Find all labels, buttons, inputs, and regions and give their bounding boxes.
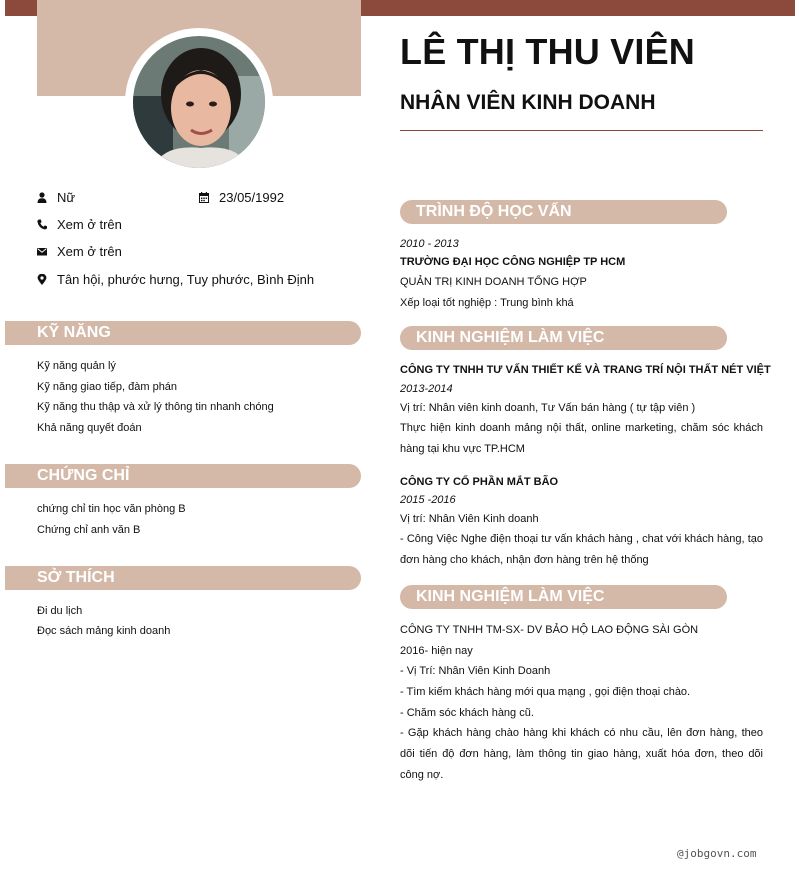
education-school: TRƯỜNG ĐẠI HỌC CÔNG NGHIỆP TP HCM (400, 256, 626, 268)
person-icon (37, 192, 47, 203)
experience-heading: KINH NGHIỆM LÀM VIỆC (400, 326, 727, 350)
job-period: 2013-2014 (400, 383, 453, 395)
skill-item: Kỹ năng quản lý (37, 360, 116, 372)
job-position: Vị trí: Nhân Viên Kinh doanh (400, 513, 539, 525)
avatar-photo (133, 36, 265, 168)
birth-date-info (199, 190, 284, 205)
job-detail-line: - Gặp khách hàng chào hàng khi khách có nhu cầu, lên đơn hàng, theo dõi tiến độ đơn hàng, làm thông tin giao hàng, xuất hóa đơn, theo dõi công nợ. (400, 727, 763, 781)
certificates-heading: CHỨNG CHỈ (5, 464, 361, 488)
avatar (125, 28, 273, 176)
address-value: Tân hội, phước hưng, Tuy phước, Bình Định (57, 272, 315, 287)
job-company: CÔNG TY TNHH TƯ VẤN THIẾT KẾ VÀ TRANG TRÍ NỘI THẤT NÉT VIỆT (400, 364, 771, 376)
hobbies-heading: SỞ THÍCH (5, 566, 361, 590)
job-description: Thực hiện kinh doanh mảng nội thất, online marketing, chăm sóc khách hàng tại khu vực TP.HCM (400, 422, 763, 455)
job-company: CÔNG TY TNHH TM-SX- DV BẢO HỘ LAO ĐỘNG SÀI GÒN (400, 624, 699, 636)
job-description: - Công Việc Nghe điện thoại tư vấn khách hàng , chat với khách hàng, tạo đơn hàng cho khách, nhận đơn hàng trên hệ thống (400, 533, 763, 566)
job-period: 2016- hiện nay (400, 645, 473, 657)
email-info (37, 244, 122, 259)
watermark: @jobgovn.com (677, 847, 757, 860)
education-grade: Xếp loại tốt nghiệp : Trung bình khá (400, 297, 574, 309)
skill-item: Kỹ năng giao tiếp, đàm phán (37, 381, 178, 393)
job-position: Vị trí: Nhân viên kinh doanh, Tư Vấn bán hàng ( tự tập viên ) (400, 402, 696, 414)
hobby-item: Đi du lịch (37, 605, 83, 617)
envelope-icon (37, 246, 47, 257)
education-major: QUẢN TRỊ KINH DOANH TỔNG HỢP (400, 276, 587, 288)
phone-icon (37, 219, 47, 230)
education-heading: TRÌNH ĐỘ HỌC VẤN (400, 200, 727, 224)
job-company: CÔNG TY CỔ PHẦN MẮT BÃO (400, 476, 559, 488)
phone-info (37, 217, 122, 232)
email-value: Xem ở trên (57, 244, 122, 259)
certificate-item: chứng chỉ tin học văn phòng B (37, 503, 186, 515)
experience-heading-2: KINH NGHIỆM LÀM VIỆC (400, 585, 727, 609)
title-divider (400, 130, 763, 131)
job-title: NHÂN VIÊN KINH DOANH (400, 91, 656, 114)
certificate-item: Chứng chỉ anh văn B (37, 524, 141, 536)
calendar-icon (199, 192, 209, 203)
skill-item: Kỹ năng thu thập và xử lý thông tin nhanh chóng (37, 401, 274, 413)
education-period: 2010 - 2013 (400, 238, 459, 250)
birth-date-value: 23/05/1992 (219, 190, 285, 205)
address-info (37, 272, 314, 287)
skills-heading: KỸ NĂNG (5, 321, 361, 345)
job-detail-line: - Tìm kiếm khách hàng mới qua mạng , gọi điện thoại chào. (400, 686, 691, 698)
job-detail-line: - Chăm sóc khách hàng cũ. (400, 707, 534, 719)
map-pin-icon (37, 274, 47, 285)
job-detail-line: - Vị Trí: Nhân Viên Kinh Doanh (400, 665, 551, 677)
skill-item: Khả năng quyết đoán (37, 422, 142, 434)
candidate-name: LÊ THỊ THU VIÊN (400, 31, 696, 72)
phone-value: Xem ở trên (57, 217, 122, 232)
gender-value: Nữ (57, 190, 76, 205)
job-period: 2015 -2016 (400, 494, 456, 506)
hobby-item: Đọc sách mảng kinh doanh (37, 625, 171, 637)
gender-info (37, 190, 75, 205)
